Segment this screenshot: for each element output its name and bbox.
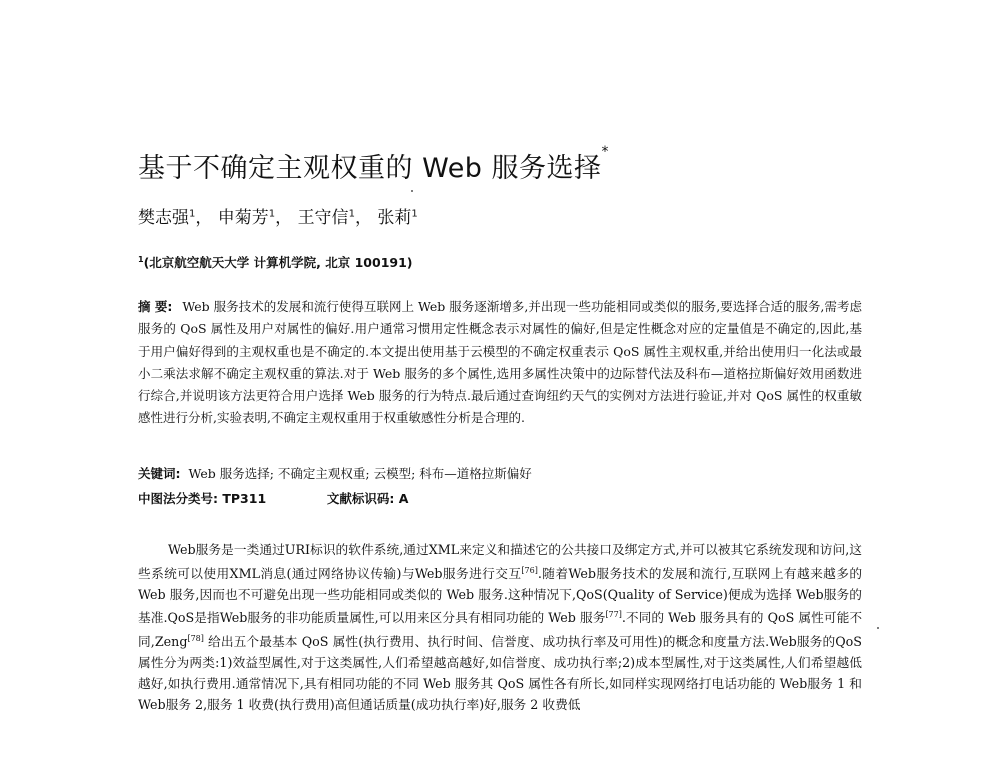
- body-text: .不同的 Web 服务具有的 QoS 属性可能不同,Zeng: [138, 610, 863, 650]
- keywords-label: 关键词:: [138, 466, 181, 481]
- affiliation-text: (北京航空航天大学 计算机学院, 北京 100191): [143, 255, 413, 270]
- keywords-text: Web 服务选择; 不确定主观权重; 云模型; 科布—道格拉斯偏好: [188, 466, 532, 481]
- citation: [78]: [187, 634, 204, 644]
- abstract: [138, 296, 862, 430]
- doc-code-label: 文献标识码:: [326, 491, 395, 506]
- abstract-label: 摘 要:: [138, 299, 173, 314]
- body-text: 给出五个最基本 QoS 属性(执行费用、执行时间、信誉度、成功执行率及可用性)的概念和度量方法.Web服务的QoS属性分为两类:1)效益型属性,对于这类属性,人们希望越高越好,如信誉度、成功执行率;2)成本型属性,对于这类属性,人们希望越低越好,如执行费用.通常情况下,具有相同功能的不同 Web 服务其 QoS 属性各有所长,如同样实现网络打电话功能的 Web服务 1 和 Web服务 2,服务 1 收费(执行费用)高但通话质量(成功执行率)好,服务 2 收费低: [138, 634, 862, 712]
- abstract-text: Web 服务技术的发展和流行使得互联网上 Web 服务逐渐增多,并出现一些功能相同或类似的服务,要选择合适的服务,需考虑服务的 QoS 属性及用户对属性的偏好.用户通常习惯用定性概念表示对属性的偏好,但是定性概念对应的定量值是不确定的,因此,基于用户偏好得到的主观权重也是不确定的.本文提出使用基于云模型的不确定权重表示 QoS 属性主观权重,并给出使用归一化法或最小二乘法求解不确定主观权重的算法.对于 Web 服务的多个属性,选用多属性决策中的边际替代法及科布—道格拉斯偏好效用函数进行综合,并说明该方法更符合用户选择 Web 服务的行为特点.最后通过查询纽约天气的实例对方法进行验证,并对 QoS 属性的权重敏感性进行分析,实验表明,不确定主观权重用于权重敏感性分析是合理的.: [138, 299, 862, 426]
- author-affil-mark: 1: [348, 208, 355, 220]
- author-name: 张莉: [377, 208, 412, 228]
- citation: [77]: [605, 610, 622, 620]
- author-separator: ，: [195, 208, 213, 228]
- body-text: Web服务是一类通过URI标识的软件系统,通过XML来定义和描述它的公共接口及绑定方式,并可以被其它系统发现和访问,这些系统可以使用XML消息(通过网络协议传输)与Web服务进行交互: [138, 542, 862, 581]
- author-name: 王守信: [297, 208, 349, 228]
- author-name: 樊志强: [138, 208, 189, 228]
- author-affil-mark: 1: [411, 208, 418, 220]
- clc-label: 中图法分类号:: [138, 491, 218, 506]
- body-text: .随着Web服务技术的发展和流行,互联网上有越来越多的 Web 服务,因而也不可避免出现一些功能相同或类似的 Web 服务.这种情况下,QoS(Quality of Service)便成为选择 Web服务的基准.QoS是指Web服务的非功能质量属性,可以用来区分具有相同功能的 Web 服务: [138, 565, 863, 626]
- title-text: 基于不确定主观权重的 Web 服务选择: [138, 153, 602, 184]
- body-paragraph: [138, 540, 862, 715]
- author-affil-mark: 1: [189, 208, 196, 220]
- scan-speck: [411, 190, 413, 192]
- citation: [76]: [521, 565, 538, 575]
- paper-title: [138, 146, 609, 185]
- author-name: 申菊芳: [217, 208, 269, 228]
- affiliation-mark: 1: [138, 254, 144, 264]
- affiliation: [138, 253, 413, 271]
- clc-value: TP311: [222, 491, 267, 506]
- doc-code-value: A: [398, 491, 409, 506]
- classification-line: [138, 489, 408, 507]
- author-separator: ，: [354, 208, 372, 228]
- author-list: [138, 203, 418, 228]
- keywords: [138, 464, 862, 482]
- author-separator: ，: [275, 208, 293, 228]
- title-footnote-mark: *: [601, 144, 610, 160]
- author-affil-mark: 1: [268, 208, 276, 220]
- scan-speck: [877, 627, 879, 629]
